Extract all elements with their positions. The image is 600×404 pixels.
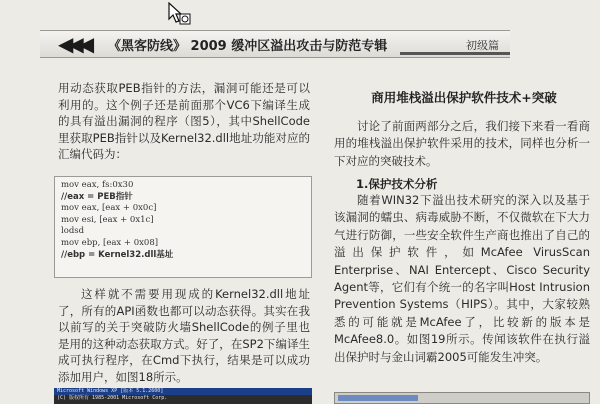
assembly-code-block xyxy=(54,176,312,278)
arrow-left-icon: ◀◀◀ xyxy=(58,32,90,56)
cmd-line: (C) 版权所有 1985-2001 Microsoft Corp. xyxy=(57,395,168,401)
busy-cursor-icon xyxy=(168,2,194,28)
code-comment: //ebp = Kernel32.dll基址 xyxy=(61,249,174,260)
right-column-paragraph-1 xyxy=(334,118,590,170)
subsection-heading: 1.保护技术分析 xyxy=(356,177,438,191)
left-paragraph-2: 这样就不需要用现成的Kernel32.dll地址了，所有的API函数也都可以动态获得。其实在我以前写的关于突破防火墙ShellCode的例子里也是用的这种动态获取方式。好了，在SP2下编译生成可执行程序，在Cmd下执行，结果是可以成功添加用户，如图18所示。 xyxy=(58,287,310,384)
code-line: mov eax, [eax + 0x0c] xyxy=(61,203,157,214)
code-line: mov eax, fs:0x30 xyxy=(61,180,134,190)
level-tag: 初级篇 xyxy=(466,39,499,52)
left-column-paragraph-2 xyxy=(58,286,310,386)
code-line: mov esi, [eax + 0x1c] xyxy=(61,214,154,225)
cmd-line: Microsoft Windows XP [版本 5.1.2600] xyxy=(57,388,164,394)
mcafee-screenshot-figure xyxy=(334,392,590,404)
header-title: 《黑客防线》 2009 缓冲区溢出攻击与防范专辑 xyxy=(108,39,388,54)
cmd-screenshot-figure xyxy=(54,388,312,404)
left-paragraph-1: 用动态获取PEB指针的方法，漏洞可能还是可以利用的。这个例子还是前面那个VC6下编译生成的具有溢出漏洞的程序（图5），其中ShellCode里获取PEB指针以及Kernel32.dll地址功能对应的汇编代码为： xyxy=(58,81,310,162)
code-line: mov ebp, [eax + 0x08] xyxy=(61,237,159,248)
right-paragraph-1: 讨论了前面两部分之后，我们接下来看一看商用的堆栈溢出保护软件采用的技术，同样也分析一下对应的突破技术。 xyxy=(334,119,590,168)
left-column-paragraph-1 xyxy=(58,80,310,163)
section-heading: 商用堆栈溢出保护软件技术+突破 xyxy=(371,90,557,105)
article-header xyxy=(40,30,510,56)
right-paragraph-2: 随着WIN32下溢出技术研究的深入以及基于该漏洞的蠕虫、病毒威胁不断，不仅微软在下大力气进行防御，一些安全软件生产商也推出了自己的溢出保护软件，如McAfee VirusScan Enterprise、NAI Entercept、Cisco Security Agent等，它们有个统一的名字叫Host Intrusion Prevention Systems（HIPS）。其中，大家较熟悉的可能就是McAfee了，比较新的版本是McAfee8.0。如图19所示。传闻该软件在执行溢出保护时与金山词霸2005可能发生冲突。 xyxy=(334,193,590,364)
figure-title-bar xyxy=(338,395,418,401)
code-line: lodsd xyxy=(61,226,85,237)
code-comment: //eax = PEB指针 xyxy=(61,191,133,202)
right-column-paragraph-2 xyxy=(334,192,590,366)
